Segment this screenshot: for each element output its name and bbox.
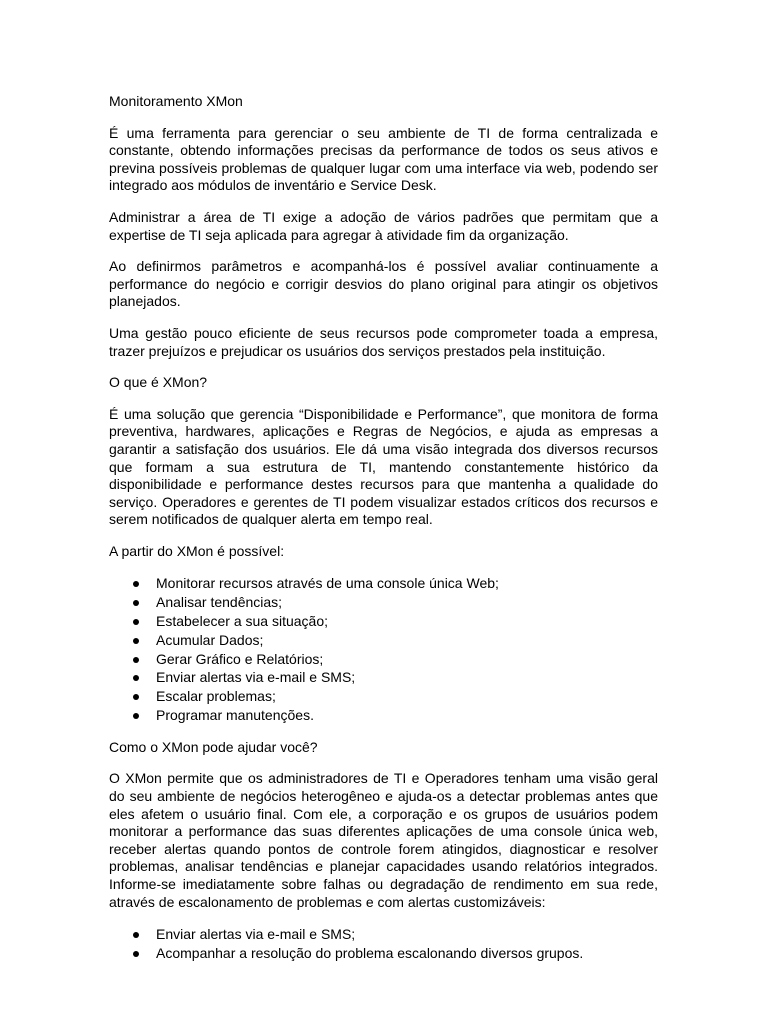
list-item: [156, 687, 658, 706]
list-item: [156, 668, 658, 687]
section-what-heading: O que é XMon?: [109, 374, 208, 391]
list-item-text: Analisar tendências;: [156, 594, 283, 611]
bullet-icon: [133, 694, 139, 700]
list-item: [156, 650, 658, 669]
bullet-icon: [133, 638, 139, 644]
bullet-icon: [133, 675, 139, 681]
list-item: [156, 612, 658, 631]
list-item-text: Enviar alertas via e-mail e SMS;: [156, 926, 356, 943]
intro-paragraph-1: É uma ferramenta para gerenciar o seu ambiente de TI de forma centralizada e constante, obtendo informações precisas da performance de todos os seus ativos e previna possíveis problemas de qualquer lugar com uma interface via web, podendo ser integrado aos módulos de inventário e Service Desk.: [109, 124, 658, 194]
bullet-icon: [133, 932, 139, 938]
section-help-paragraph: O XMon permite que os administradores de TI e Operadores tenham uma visão geral do seu ambiente de negócios heterogêneo e ajuda-os a detectar problemas antes que eles afetem o usuário final. Com ele, a corporação e os grupos de usuários podem monitorar a performance das suas diferentes aplicações de uma console única web, receber alertas quando pontos de controle forem atingidos, diagnosticar e resolver problemas, analisar tendências e planejar capacidades usando relatórios integrados. Informe-se imediatamente sobre falhas ou degradação de rendimento em sua rede, através de escalonamento de problemas e com alertas customizáveis:: [109, 770, 658, 910]
list-item: [156, 574, 658, 593]
list-item-text: Estabelecer a sua situação;: [156, 613, 328, 630]
intro-paragraph-2: Administrar a área de TI exige a adoção de vários padrões que permitam que a expertise de TI seja aplicada para agregar à atividade fim da organização.: [109, 208, 658, 243]
list-item-text: Monitorar recursos através de uma console única Web;: [156, 575, 499, 592]
bullet-icon: [133, 600, 139, 606]
intro-paragraph-3: Ao definirmos parâmetros e acompanhá-los é possível avaliar continuamente a performance do negócio e corrigir desvios do plano original para atingir os objetivos planejados.: [109, 258, 658, 310]
bullet-icon: [133, 951, 139, 957]
list-item: [156, 944, 658, 963]
bullet-icon: [133, 713, 139, 719]
bullet-icon: [133, 657, 139, 663]
list-item-text: Escalar problemas;: [156, 688, 276, 705]
intro-paragraph-4: Uma gestão pouco eficiente de seus recursos pode comprometer toada a empresa, trazer prejuízos e prejudicar os usuários dos serviços prestados pela instituição.: [109, 324, 658, 359]
list-item: [156, 631, 658, 650]
list-item: [156, 593, 658, 612]
list-item: [156, 706, 658, 725]
list-item: [156, 925, 658, 944]
section-help-heading: Como o XMon pode ajudar você?: [109, 738, 318, 755]
list-item-text: Programar manutenções.: [156, 707, 314, 724]
section-possible-heading: A partir do XMon é possível:: [109, 542, 285, 559]
list-item-text: Gerar Gráfico e Relatórios;: [156, 650, 324, 667]
bullet-icon: [133, 581, 139, 587]
list-item-text: Acumular Dados;: [156, 631, 264, 648]
bullet-icon: [133, 619, 139, 625]
list-item-text: Enviar alertas via e-mail e SMS;: [156, 669, 356, 686]
help-features-list: [109, 925, 658, 963]
list-item-text: Acompanhar a resolução do problema escalonando diversos grupos.: [156, 944, 584, 961]
document-title: Monitoramento XMon: [109, 93, 243, 109]
section-what-paragraph: É uma solução que gerencia “Disponibilidade e Performance”, que monitora de forma preventiva, hardwares, aplicações e Regras de Negócios, e ajuda as empresas a garantir a satisfação dos usuários. Ele dá uma visão integrada dos diversos recursos que formam a sua estrutura de TI, mantendo constantemente histórico da disponibilidade e performance destes recursos para que mantenha a qualidade do serviço. Operadores e gerentes de TI podem visualizar estados críticos dos recursos e serem notificados de qualquer alerta em tempo real.: [109, 405, 658, 528]
possible-features-list: [109, 574, 658, 724]
